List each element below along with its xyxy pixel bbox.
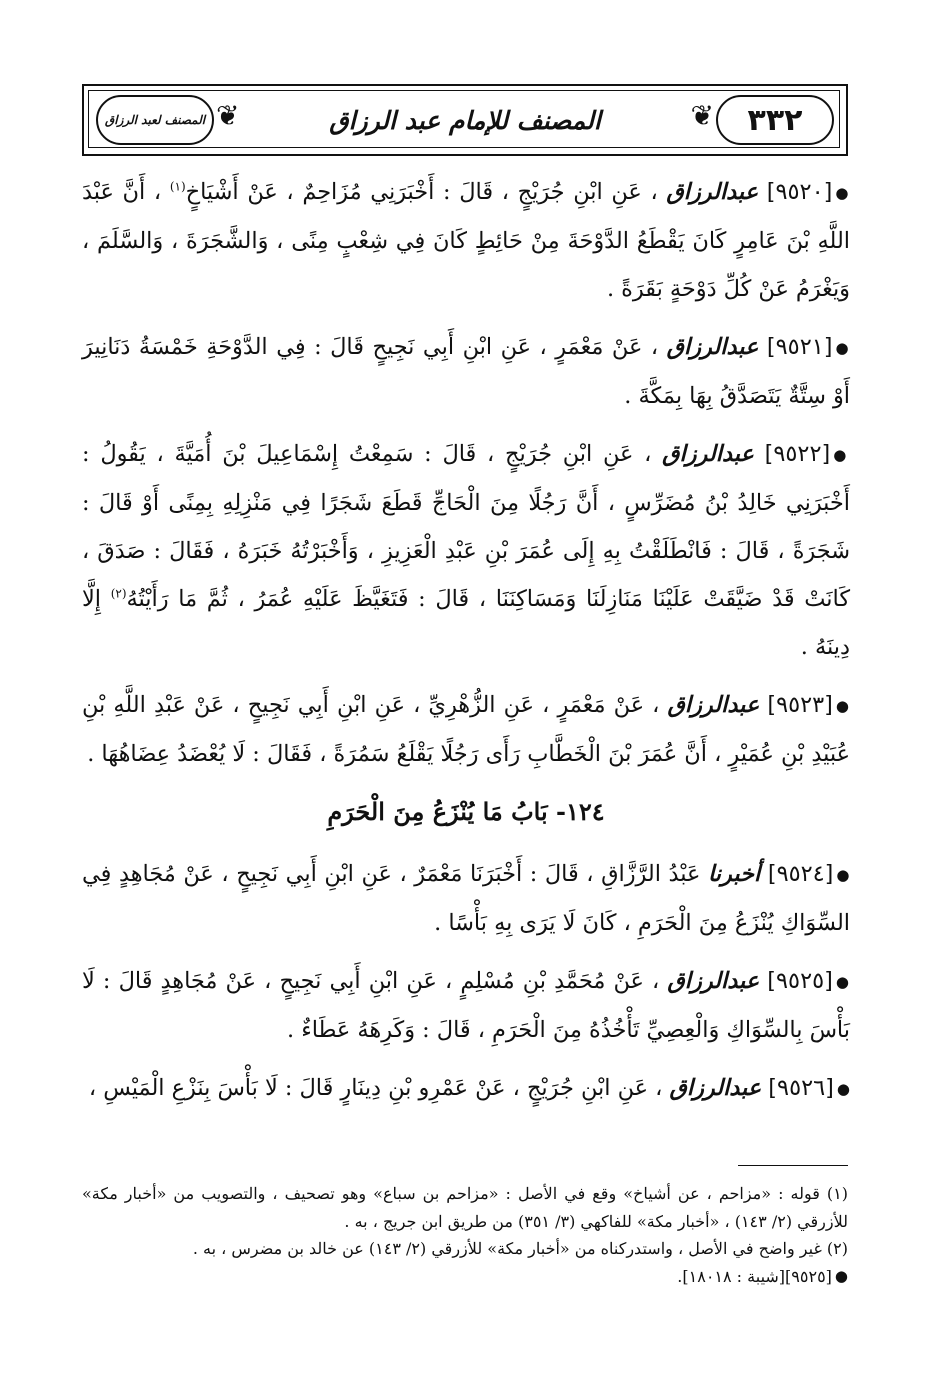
bullet-icon: ● <box>834 1267 848 1286</box>
hadith-text: ، عَنْ مَعْمَرٍ ، عَنِ الزُّهْرِيِّ ، عَنِ ابْنِ أَبِي نَجِيحٍ ، عَنْ عَبْدِ اللَّهِ بْنِ عُبَيْدِ بْنِ عُمَيْرٍ ، أَنَّ عُمَرَ بْنَ الْخَطَّابِ رَأَى رَجُلًا يَقْلَعُ سَمُرَةً ، فَقَالَ : لَا يُعْضَدُ عِضَاهُهَا . <box>82 692 850 767</box>
narrator-name: عبدالرزاق <box>666 334 759 360</box>
hadith-text: ، عَنِ ابْنِ جُرَيْجٍ ، عَنْ عَمْرِو بْنِ دِينَارٍ قَالَ : لَا بَأْسَ بِنَزْعِ الْمَيْسِ ، <box>88 1075 663 1101</box>
hadith-number: [٩٥٢٦] <box>768 1075 834 1101</box>
hadith-text: ، عَنْ مُحَمَّدِ بْنِ مُسْلِمٍ ، عَنِ ابْنِ أَبِي نَجِيحٍ ، عَنْ مُجَاهِدٍ قَالَ : لَا بَأْسَ بِالسِّوَاكِ وَالْعِصِيِّ تَأْخُذُهُ مِنَ الْحَرَمِ ، قَالَ : وَكَرِهَهُ عَطَاءٌ . <box>82 968 850 1043</box>
hadith-number: [٩٥٢٠] <box>766 179 833 205</box>
footnote-1: (١) قوله : «مزاحم ، عن أشياخ» وقع في الأصل : «مزاحم بن سباع» وهو تصحيف ، والتصويب من «أخبار مكة» للأزرقي (٢/ ١٤٣) ، «أخبار مكة» للفاكهي (٣/ ٣٥١) من طريق ابن جريج ، به . <box>82 1184 849 1231</box>
bullet-icon: ● <box>836 866 850 884</box>
hadith-paragraph <box>82 168 850 313</box>
ornament-icon: ❦ <box>690 99 714 132</box>
narrator-name: عبدالرزاق <box>667 968 760 994</box>
hadith-paragraph <box>82 1064 850 1113</box>
bullet-icon: ● <box>835 339 851 357</box>
source-reference-text: [٩٥٢٥][شيبة : ١٨٠١٨]. <box>677 1266 832 1286</box>
hadith-number: [٩٥٢٤] <box>767 861 834 887</box>
header-emblem: المصنف لعبد الرزاق <box>104 113 206 127</box>
source-reference <box>82 1263 848 1291</box>
narrator-name: عبدالرزاق <box>666 179 759 205</box>
hadith-text: ، أَنَّ عَبْدَ اللَّهِ بْنَ عَامِرٍ كَانَ يَقْطَعُ الدَّوْحَةَ مِنْ حَائِطٍ كَانَ فِي شِعْبٍ مِنًى ، وَالشَّجَرَةَ ، وَالسَّلَمَ ، وَيَغْرَمُ عَنْ كُلِّ دَوْحَةٍ بَقَرَةً . <box>82 179 850 302</box>
hadith-paragraph <box>82 681 850 778</box>
hadith-number: [٩٥٢٢] <box>764 441 831 467</box>
footnote-ref: (٢) <box>110 586 127 601</box>
chapter-heading: ١٢٤- بَابُ مَا يُنْزَعُ مِنَ الْحَرَمِ <box>327 797 605 826</box>
bullet-icon: ● <box>833 446 850 464</box>
footnotes <box>82 1180 848 1291</box>
page-header <box>82 84 848 156</box>
hadith-text: إِلَّا دِينَهُ . <box>82 586 850 660</box>
hadith-text: ، عَنِ ابْنِ جُرَيْجٍ ، قَالَ : أَخْبَرَنِي مُزَاحِمٌ ، عَنْ أَشْيَاخٍ <box>185 179 658 205</box>
hadith-number: [٩٥٢٣] <box>767 692 833 718</box>
ornament-icon: ❦ <box>216 99 240 132</box>
bullet-icon: ● <box>835 697 850 715</box>
hadith-paragraph <box>82 957 850 1054</box>
running-title: المصنف للإمام عبد الرزاق <box>329 105 601 135</box>
hadith-text: ، عَنِ ابْنِ جُرَيْجٍ ، قَالَ : سَمِعْتُ إِسْمَاعِيلَ بْنَ أُمَيَّةَ ، يَقُولُ : أَخْبَرَنِي خَالِدُ بْنُ مُضَرِّسٍ ، أَنَّ رَجُلًا مِنَ الْحَاجِّ قَطَعَ شَجَرًا فِي مَنْزِلِهِ بِمِنًى أَوْ قَالَ : شَجَرَةً ، قَالَ : فَانْطَلَقْتُ بِهِ إِلَى عُمَرَ بْنِ عَبْدِ الْعَزِيزِ ، وَأَخْبَرْتُهُ خَبَرَهُ ، فَقَالَ : صَدَقَ ، كَانَتْ قَدْ ضَيَّقَتْ عَلَيْنَا مَنَازِلَنَا وَمَسَاكِنَنَا ، قَالَ : فَتَغَيَّظَ عَلَيْهِ عُمَرُ ، ثُمَّ مَا رَأَيْتُهُ <box>82 441 850 612</box>
hadith-text: ، عَنْ مَعْمَرٍ ، عَنِ ابْنِ أَبِي نَجِيحٍ قَالَ : فِي الدَّوْحَةِ خَمْسَةُ دَنَانِيرَ أَوْ سِتَّةٌ يَتَصَدَّقُ بِهَا بِمَكَّةَ . <box>82 334 850 409</box>
page-number-box <box>716 95 834 145</box>
hadith-text: عَبْدُ الرَّزَّاقِ ، قَالَ : أَخْبَرَنَا مَعْمَرٌ ، عَنِ ابْنِ أَبِي نَجِيحٍ ، عَنْ مُجَاهِدٍ فِي السِّوَاكِ يُنْزَعُ مِنَ الْحَرَمِ ، كَانَ لَا يَرَى بِهِ بَأْسًا . <box>82 861 850 936</box>
narrator-name: عبدالرزاق <box>662 441 754 467</box>
header-emblem-box <box>96 95 214 145</box>
narrator-name: عبدالرزاق <box>669 1075 762 1101</box>
hadith-number: [٩٥٢٥] <box>767 968 833 994</box>
hadith-paragraph <box>82 323 850 420</box>
bullet-icon: ● <box>836 1080 850 1098</box>
narrator-name: أخبرنا <box>707 861 761 887</box>
bullet-icon: ● <box>835 973 850 991</box>
footnote-2: (٢) غير واضح في الأصل ، واستدركناه من «أخبار مكة» للأزرقي (٢/ ١٤٣) عن خالد بن مضرس ، به . <box>192 1239 848 1258</box>
bullet-icon: ● <box>835 184 851 202</box>
hadith-number: [٩٥٢١] <box>766 334 833 360</box>
page-number: ٣٣٢ <box>747 102 803 138</box>
main-text <box>82 168 850 1123</box>
hadith-paragraph <box>82 430 850 671</box>
narrator-name: عبدالرزاق <box>667 692 760 718</box>
footnote-ref: (١) <box>169 179 186 194</box>
hadith-paragraph <box>82 850 850 947</box>
